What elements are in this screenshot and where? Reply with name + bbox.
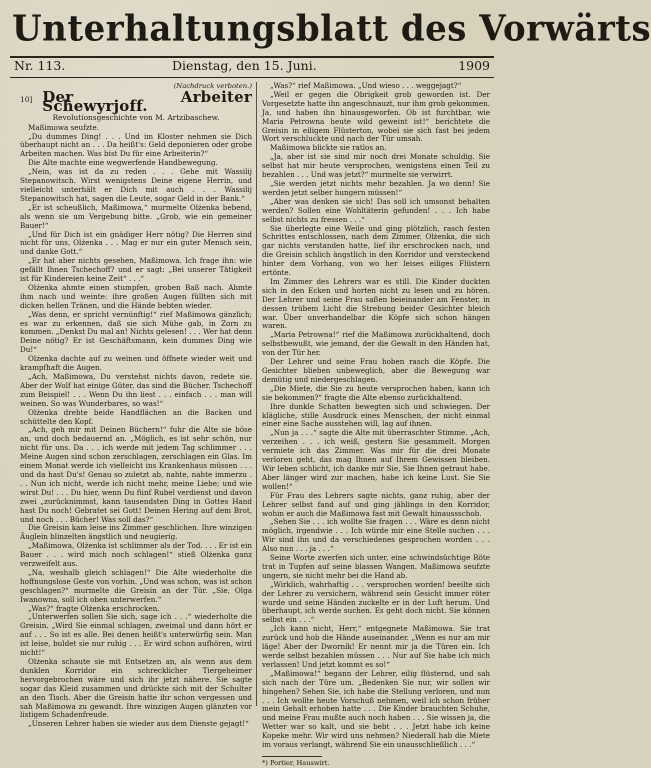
paragraph: Die Alte machte eine wegwerfende Handbewegung. xyxy=(28,158,218,168)
footnote: *) Portier, Hauswirt. xyxy=(262,758,330,767)
paragraph: Im Zimmer des Lehrers war es still. Die Kinder duckten sich in den Ecken und horten nicht zu lesen und zu hören. Der Lehrer und seine Frau saßen beieinander am Fenster, in dessen trübem Licht die Strebung beider Gesichter bleich war. Über unverhandelbar die Köpfe sich schon hängen waren. xyxy=(262,276,490,331)
left-column xyxy=(20,82,252,729)
paragraph: „Du dummes Ding! . . . Und im Kloster nehmen sie Dich überhaupt nicht an . . . Da heißt's: Geld deponieren oder grobe Arbeiten machen. Was bist Du für eine Arbeiterin?“ xyxy=(20,131,252,159)
paragraph: „Aber was denken sie sich! Das soll ich umsonst behalten werden? Sollen eine Wohltäterin gefunden! . . . Ich habe selbst nichts zu fressen . . .“ xyxy=(262,196,490,224)
paragraph: „Unterwerfen sollen Sie sich, sage ich . . .“ wiederholte die Greisin. „Wird Sie einmal schlagen, zweimal und dann hört er auf . . . So ist es alle. Bei denen heißt's unterwürfig sein. Man ist leise, buldet sie nur ruhig . . . Er wird schon aufhören, wird nicht!“ xyxy=(20,612,252,658)
paragraph: Sie überlegte eine Weile und ging plötzlich, rasch festen Schrittes entschlossen, nach dem Zimmer. Olżenka, die sich gar nichts verstanden hatte, lief ihr erschrocken nach, und die Greisin schlich ängstlich in den Korridor und versteckend hinter dem Vorhang, von wo her leises eiliges Flüstern ertönte. xyxy=(262,223,490,278)
issue-line xyxy=(12,58,492,76)
paragraph: „Weil er gegen die Obrigkeit grob geworden ist. Der Vorgesetzte hatte ihn angeschnauzt, nur ihm grob gekommen. Ja, und haben ihn hinausgeworfen. Ob ist furchtbar, wie Maria Petrowna heute wild geweint ist!“ berichtete die Greisin in eiligem Flüsterton, wobei sie sich fast bei jedem Wort verschluckte und nach der Tür umsah. xyxy=(262,89,490,144)
paragraph: Maßimowa blickte sie ratlos an. xyxy=(270,143,387,153)
paragraph: Der Lehrer und seine Frau hoben rasch die Köpfe. Die Gesichter blieben unbeweglich, aber die Bewegung war demütig und niedergeschlagen. xyxy=(262,357,490,384)
story-title: Der Arbeiter Schewyrjoff. xyxy=(42,87,252,115)
paragraph: Für Frau des Lehrers sagte nichts, ganz ruhig, aber der Lehrer selbst fand auf und ging jählings in den Korridor, wohin er auch die Maßimowa fast mit Gewalt hinaussschob. xyxy=(262,490,490,518)
right-column-body xyxy=(262,82,490,750)
paragraph: „Nein, was ist da zu reden . . . Gehe mit Wassilij Stepanowitsch. Wirst wenigstens Deine eigene Herrin, und vielleicht unterhält er Dich mit auch . . . Wassilij Stepanowitsch hat, sagen die Leute, sogar Geld in der Bank.“ xyxy=(20,167,252,203)
paragraph: „Sehen Sie . . . ich wollte Sie fragen . . . Wäre es denn nicht möglich, irgendwie . . . Ich würde mir eine Stelle suchen . . . Wir sind ihn und da verschiedenes gesprochen worden . . . Also nun . . . ja . . .“ xyxy=(262,517,490,554)
paragraph: Olżenka schaute sie mit Entsetzen an, als wenn aus dem dunklen Korridor ein schrecklicher Tiergeheimer hervorgebrochen wäre und sich ihr jetzt nähere. Sie sagte sogar das Kleid zusammen und drückte sich mit der Schulter an den Tisch. Aber die Greisin hatte ihr schon vergessen und sah Maßimowa zu gewandt. Ihre winzigen Augen glänzten vor listigem Schadenfreude. xyxy=(20,657,252,720)
paragraph: „Er ist scheußlich, Maßimowa,“ murmelte Olżenka bebend, als wenn sie um Vergebung bitte. „Grob, wie ein gemeiner Bauer!“ xyxy=(20,202,252,230)
paragraph: „Und für Dich ist ein gnädiger Herr nötig? Die Herren sind nicht für uns, Olżenka . . . Mag er nur ein guter Mensch sein, und danke Gott.“ xyxy=(20,229,252,257)
paragraph: „Er hat aber nichts gesehen, Maßimowa. Ich frage ihn: wie gefällt Ihnen Tschechoff? und er sagt: „Bei unserer Tätigkeit ist für Kindereien keine Zeit“ . . .“ xyxy=(20,256,252,284)
paragraph: „Was?“ fragte Olżenka erschrocken. xyxy=(28,603,160,613)
issue-number: Nr. 113. xyxy=(14,58,66,73)
paragraph: Olżenka drehte beide Handflächen an die Backen und schüttelte den Kopf. xyxy=(20,407,252,426)
paragraph: „Sie werden jetzt nichts mehr bezahlen. Ja wo denn! Sie werden jetzt selber hungern müssen!“ xyxy=(262,178,490,197)
paragraph: „Ja, aber ist sie sind mir noch drei Monate schuldig. Sie selbst hat mir heute versprochen, wenigstens einen Teil zu bezahlen . . . Und was jetzt?“ murmelte sie verwirrt. xyxy=(262,152,490,180)
paragraph: „Na, weshalb gleich schlagen!“ Die Alte wiederholte die hoffnungslose Geste von vorhin. „Und was schon, was ist schon geschlagen?“ murmelte die Greisin an der Tür. „Sie, Olga Iwanowna, soll ich oben unterwerfen.“ xyxy=(20,567,252,604)
issue-year: 1909 xyxy=(458,58,490,73)
paragraph: „Was?“ rief Maßimowa. „Und wieso . . . weggejagt?“ xyxy=(270,81,462,90)
column-divider xyxy=(256,82,257,706)
paragraph: „Wirklich, wahrhaftig . . . versprochen worden! beeilte sich der Lehrer zu versichern, während sein Gesicht immer röter wurde und seine Händen zuckelte er in der Luft herum. Und überhaupt, ich werde suchen. Es geht doch nicht. Sie können selbst ein . . .“ xyxy=(262,579,490,625)
paragraph: Olżenka ahmte einen stumpfen, groben Baß nach. Ahmte ihm nach und weinte: ihre großen Augen füllten sich mit dicken hellen Tränen, und die Hände bebten wieder. xyxy=(20,282,252,310)
right-column xyxy=(262,81,490,767)
reprint-note: (Nachdruck verboten.) xyxy=(173,82,252,90)
issue-date: Dienstag, den 15. Juni. xyxy=(172,58,317,73)
paragraph: „Ach, Maßimowa, Du verstehst nichts davon, redete sie. Aber der Wolf hat einige Güter, das sind die Bücher. Tschechoff zum Beispiel! . . . Wenn Du ihn liest . . . einfach . . . man will weinen. So was Wunderbares, so was!“ xyxy=(20,372,252,408)
story-subtitle: Revolutionsgeschichte von M. Artzibaschew. xyxy=(52,112,220,122)
story-heading xyxy=(20,87,252,115)
paragraph: „Ach, geh mir mit Deinen Büchern!“ fuhr die Alte sie böse an, und doch bedauernd an. „Möglich, es ist sehr schön, nur nicht für uns. Da . . . ich werde mit jedem Tag schlimmer . . . Meine Augen sind schon zerschlagen, zerschlagen ein Glas. Im einem Monat werde ich vielleicht ins Krankenhaus müssen . . . und da hast Du's! Genau so zuletzt ab, nahte, nahte immerzu . . . Nun ich nicht, werde ich nicht mehr, meine Liebe; und wie wirst Du! . . . Du hier, wenn Du fünf Rubel verdienst und davon zwei „zurücknimmst, kann tausendsten Ding in Gottes Hand hast Du noch! Gebratet sei Gott! Deinen Hering auf dem Brot, und noch . . . Bücher! Was soll das?“ xyxy=(20,425,252,524)
left-column-body xyxy=(20,124,252,730)
paragraph: „Was denn, er spricht vernünftig!“ rief Maßimowa gänzlich; es war zu erkennen, daß sie sich Mühe gab, in Zorn zu kommen. „Denkst Du mal an! Nichts gelesen! . . . Wer hat denn Deine nötig? Er ist Geschäftsmann, kein dummes Ding wie Du!“ xyxy=(20,309,252,355)
paragraph: Olżenka dachte auf zu weinen und öffnete wieder weit und krampfhaft die Augen. xyxy=(20,354,252,373)
masthead-title: Unterhaltungsblatt des Vorwärts xyxy=(12,8,651,51)
paragraph: „Nun ja . . .“ sagte die Alte mit überraschter Stimme. „Ach, verzeihen . . . ich weiß, gestern Sie gesammelt. Morgen vermiete ich das Zimmer. Was mir für die drei Monate verloren geht, das mag Ihnen auf Ihrem Gewissen bleiben. Wir leben schlicht, ich danke mir Sie, Sie Ihnen getraut habe. Aber länger wird zur machen, habe ich keine Lust. Sie Sie wollen!“ xyxy=(262,428,490,491)
paragraph: „Maßimowa, Olżenka ist schlimmer als der Tod. . . . Er ist ein Bauer . . . wird mich noch schlagen!“ stieß Olżenka ganz verzweifelt aus. xyxy=(20,541,252,569)
installment-number: 10] xyxy=(20,94,33,104)
paragraph: Ihre dunkle Schatten bewegten sich und schwiegen. Der klägliche, stille Ausdruck eines Menschen, der nicht einmal einer eine Sache ausstehen will, lag auf ihnen. xyxy=(262,401,490,429)
paragraph: Seine Worte zwerfen sich unter, eine schwindsüchtige Röte trat in Tupfen auf seine blassen Wangen. Maßimowa seufzte ungern, sie nicht mehr bei die Hand ab. xyxy=(262,553,490,580)
masthead-rule-bottom xyxy=(10,77,494,78)
paragraph: „Unseren Lehrer haben sie wieder aus dem Dienste gejagt!“ xyxy=(28,719,249,729)
paragraph: „Die Miete, die Sie zu heute versprochen haben, kann ich sie bekommen?“ fragte die Alte ebenso zurückhaltend. xyxy=(262,383,490,402)
paragraph: Maßimowa seufzte. xyxy=(28,122,100,132)
masthead xyxy=(12,4,651,54)
paragraph: „Ich kann nicht, Herr,“ entgegnete Maßimowa. Sie trat zurück und hob die Hände auseinander. „Wenn es nur am mir läge! Aber der Dworník! Er nennt mir ja die Türen ein. Ich werde selbst bezahlen müssen . . . Nur auf Sie habe ich mich verlassen! Und jetzt kommt es so!“ xyxy=(262,624,490,669)
paragraph: Die Greisin kam leise ins Zimmer geschlichen. Ihre winzigen Äuglein blinzelten ängstlich und neugierig. xyxy=(20,523,252,542)
paragraph: „Maria Petrowna!“ rief die Maßimowa zurückhaltend, doch selbstbewußt, wie jemand, der die Gewalt in den Händen hat, von der Tür her. xyxy=(262,330,490,358)
footnote-rule xyxy=(262,756,322,757)
paragraph: „Maßimowa!“ begann der Lehrer, eilig flüsternd, und sah sich nach der Türe um. „Bedenken Sie nur, wir sollen wir hingehen? Sehen Sie, ich habe die Stellung verloren, und nun . . . Ich wollte heute Vorschuß nehmen, weil ich schon früher mein Gehalt erhoben hatte . . . Die Kinder brauchten Schuhe, und meine Frau mußte auch noch haben . . . Sie wissen ja, die Wetter war so kalt, und sie bebt . . . Jetzt habe ich keine Kopeke mehr. Wir wird uns nehmen? Niederall hab die Miete im voraus verlangt, während Sie ein unausschließlich . . .“ xyxy=(262,668,490,750)
